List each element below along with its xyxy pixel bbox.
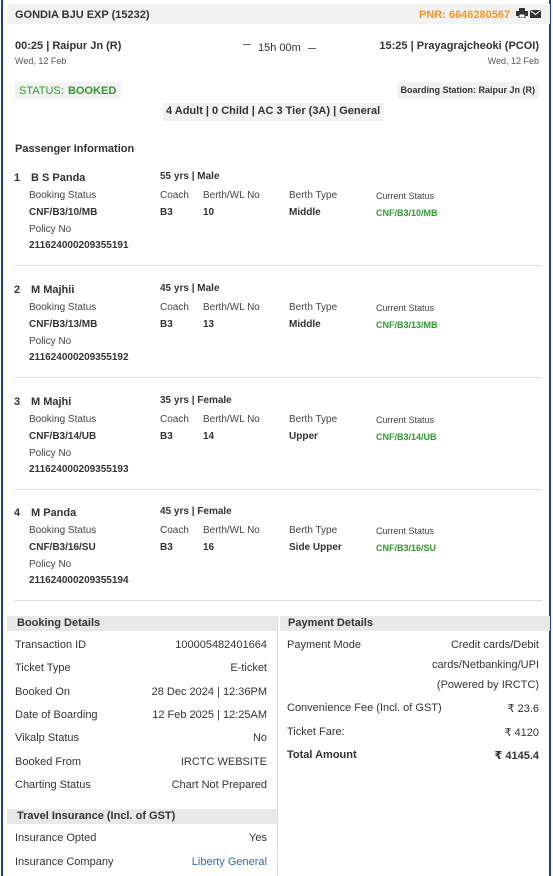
- policy-no-value: 211624000209355191: [29, 240, 129, 251]
- booking-detail-label: Date of Boarding: [15, 709, 98, 721]
- booking-detail-label: Charting Status: [15, 779, 91, 791]
- booking-detail-value: 12 Feb 2025 | 12:25AM: [152, 709, 267, 721]
- berth-wl-value: 14: [203, 431, 215, 442]
- boarding-station: Boarding Station: Raipur Jn (R): [397, 82, 540, 99]
- passenger-name: M Panda: [31, 507, 77, 519]
- insurance-company-link[interactable]: Liberty General: [191, 856, 267, 868]
- insurance-header: Travel Insurance (Incl. of GST): [7, 809, 277, 824]
- passenger-name: M Majhii: [31, 284, 75, 296]
- booking-status-value: CNF/B3/10/MB: [29, 207, 98, 218]
- berth-wl-value: 10: [203, 207, 215, 218]
- payment-mode-label: Payment Mode: [287, 639, 361, 651]
- booking-detail-value: IRCTC WEBSITE: [180, 756, 267, 768]
- ticket-frame: [1, 0, 551, 876]
- current-status-value: CNF/B3/10/MB: [376, 208, 438, 218]
- booking-details-header: Booking Details: [7, 616, 277, 631]
- insurance-company-label: Insurance Company: [15, 856, 114, 868]
- policy-no-value: 211624000209355192: [29, 352, 129, 363]
- booking-status-value: CNF/B3/16/SU: [29, 542, 96, 553]
- berth-type-value: Upper: [289, 431, 318, 442]
- booking-detail-label: Booked On: [15, 686, 71, 698]
- booking-status-label: Booking Status: [29, 414, 97, 425]
- passenger-divider: [15, 489, 542, 490]
- passenger-name: B S Panda: [31, 172, 86, 184]
- payment-details-header: Payment Details: [280, 616, 550, 631]
- booking-status-label: Booking Status: [29, 302, 97, 313]
- payment-mode-line3: (Powered by IRCTC): [436, 679, 539, 691]
- ticket-fare-value: ₹ 4120: [504, 727, 539, 739]
- duration-line-left: [243, 44, 251, 45]
- coach-value: B3: [160, 431, 173, 442]
- berth-type-label: Berth Type: [289, 302, 338, 313]
- passenger-age-gender: 35 yrs | Female: [160, 395, 232, 406]
- status-value: BOOKED: [68, 85, 117, 97]
- coach-label: Coach: [160, 190, 189, 201]
- current-status-label: Current Status: [376, 415, 435, 425]
- coach-value: B3: [160, 207, 173, 218]
- booking-status-label: Booking Status: [29, 525, 97, 536]
- journey-summary: 4 Adult | 0 Child | AC 3 Tier (3A) | General: [163, 103, 384, 121]
- passenger-number: 1: [14, 172, 21, 184]
- booking-detail-label: Ticket Type: [15, 662, 71, 674]
- pnr-number: PNR: 6646280567: [419, 9, 511, 21]
- current-status-label: Current Status: [376, 191, 435, 201]
- berth-type-value: Middle: [289, 319, 321, 330]
- coach-label: Coach: [160, 525, 189, 536]
- convenience-fee-value: ₹ 23.6: [507, 703, 539, 715]
- coach-value: B3: [160, 319, 173, 330]
- berth-type-label: Berth Type: [289, 414, 338, 425]
- policy-no-label: Policy No: [29, 559, 72, 570]
- booking-detail-value: 28 Dec 2024 | 12:36PM: [151, 686, 267, 698]
- arrival-date: Wed, 12 Feb: [487, 56, 539, 66]
- passenger-divider: [15, 600, 542, 601]
- berth-wl-label: Berth/WL No: [203, 302, 260, 313]
- booking-detail-value: E-ticket: [230, 662, 267, 674]
- berth-wl-label: Berth/WL No: [203, 190, 260, 201]
- booking-detail-value: No: [252, 732, 267, 744]
- policy-no-value: 211624000209355193: [29, 464, 129, 475]
- print-icon[interactable]: [516, 8, 528, 18]
- policy-no-label: Policy No: [29, 336, 72, 347]
- berth-wl-value: 16: [203, 542, 215, 553]
- coach-value: B3: [160, 542, 173, 553]
- journey-duration: 15h 00m: [258, 42, 301, 54]
- total-amount-label: Total Amount: [287, 749, 357, 761]
- section-divider: [277, 616, 278, 876]
- booking-status-value: CNF/B3/13/MB: [29, 319, 98, 330]
- policy-no-label: Policy No: [29, 224, 72, 235]
- status-badge: [15, 82, 121, 99]
- coach-label: Coach: [160, 414, 189, 425]
- email-icon[interactable]: [530, 9, 541, 17]
- passenger-divider: [15, 377, 542, 378]
- ticket-fare-label: Ticket Fare:: [287, 726, 345, 738]
- passenger-name: M Majhi: [31, 396, 72, 408]
- current-status-value: CNF/B3/16/SU: [376, 543, 437, 553]
- convenience-fee-label: Convenience Fee (Incl. of GST): [287, 702, 442, 714]
- berth-type-label: Berth Type: [289, 190, 338, 201]
- insurance-opted-value: Yes: [249, 832, 267, 844]
- booking-detail-label: Transaction ID: [15, 639, 87, 651]
- passenger-info-title: Passenger Information: [15, 143, 135, 155]
- booking-detail-label: Booked From: [15, 756, 82, 768]
- passenger-age-gender: 55 yrs | Male: [160, 171, 220, 182]
- booking-detail-label: Vikalp Status: [15, 732, 80, 744]
- payment-mode-line2: cards/Netbanking/UPI: [432, 659, 539, 671]
- insurance-opted-label: Insurance Opted: [15, 832, 97, 844]
- passenger-age-gender: 45 yrs | Male: [160, 283, 220, 294]
- berth-type-value: Side Upper: [289, 542, 342, 553]
- berth-wl-label: Berth/WL No: [203, 414, 260, 425]
- policy-no-value: 211624000209355194: [29, 575, 129, 586]
- current-status-label: Current Status: [376, 303, 435, 313]
- passenger-divider: [15, 265, 542, 266]
- status-label: STATUS:: [19, 85, 64, 97]
- duration-line-right: [308, 48, 316, 49]
- passenger-number: 2: [14, 284, 21, 296]
- booking-status-value: CNF/B3/14/UB: [29, 431, 97, 442]
- booking-status-label: Booking Status: [29, 190, 97, 201]
- current-status-value: CNF/B3/14/UB: [376, 432, 437, 442]
- arrival-time: 15:25 | Prayagrajcheoki (PCOI): [379, 40, 539, 52]
- current-status-label: Current Status: [376, 526, 435, 536]
- berth-type-label: Berth Type: [289, 525, 338, 536]
- current-status-value: CNF/B3/13/MB: [376, 320, 438, 330]
- passenger-number: 3: [14, 396, 21, 408]
- coach-label: Coach: [160, 302, 189, 313]
- departure-time: 00:25 | Raipur Jn (R): [15, 40, 122, 52]
- policy-no-label: Policy No: [29, 448, 72, 459]
- train-name: GONDIA BJU EXP (15232): [15, 9, 150, 21]
- payment-mode-line1: Credit cards/Debit: [450, 639, 539, 651]
- berth-wl-label: Berth/WL No: [203, 525, 260, 536]
- total-amount-value: ₹ 4145.4: [494, 750, 539, 762]
- berth-wl-value: 13: [203, 319, 215, 330]
- booking-detail-value: Chart Not Prepared: [171, 779, 267, 791]
- departure-date: Wed, 12 Feb: [15, 56, 67, 66]
- booking-detail-value: 100005482401664: [175, 639, 267, 651]
- passenger-age-gender: 45 yrs | Female: [160, 506, 232, 517]
- berth-type-value: Middle: [289, 207, 321, 218]
- passenger-number: 4: [14, 507, 21, 519]
